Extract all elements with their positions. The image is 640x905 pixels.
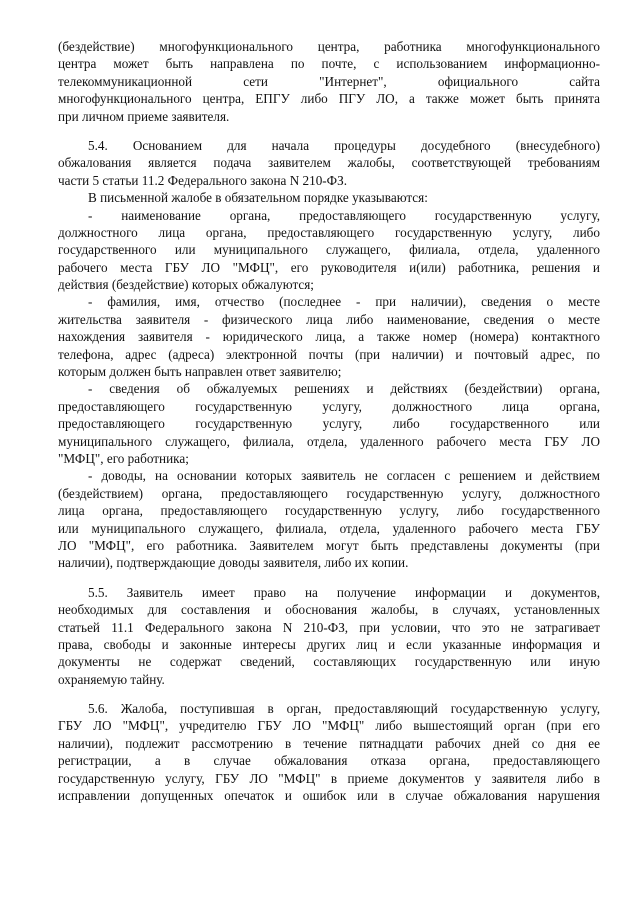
text-line: муниципального служащего, филиала, отдела, удаленного рабочего места ГБУ ЛО [58,433,600,449]
text-line: наличии), подлежит рассмотрению в течение пятнадцати рабочих дней со дня ее [58,735,600,751]
text-line: государственного или муниципального служащего, филиала, отдела, удаленного [58,242,600,258]
text-line: (бездействие) многофункционального центра, работника многофункционального [58,39,600,54]
text-line: при личном приеме заявителя. [58,108,230,124]
text-block [58,584,600,688]
text-line: лица органа, предоставляющего государственную услугу, либо государственного [58,503,600,519]
text-line: охраняемую тайну. [58,671,165,687]
text-line: действия (бездействие) которых обжалуются; [58,277,314,293]
text-line: части 5 статьи 11.2 Федерального закона N 210-ФЗ. [58,172,348,188]
text-line: "МФЦ", его работника; [58,450,189,466]
text-line: должностного лица органа, предоставляющего государственную услугу, либо [58,224,600,240]
text-line: ГБУ ЛО "МФЦ", учредителю ГБУ ЛО "МФЦ" либо вышестоящий орган (при его [58,718,600,734]
text-line: В письменной жалобе в обязательном порядке указываются: [88,190,428,206]
text-line: исправлении допущенных опечаток и ошибок или в случае обжалования нарушения [58,788,600,804]
text-block [58,700,600,804]
text-line: предоставляющего государственную услугу, либо государственного или [58,416,600,432]
text-line: наличии), подтверждающие доводы заявителя, либо их копии. [58,555,409,571]
text-line: статьей 11.1 Федерального закона N 210-ФЗ, при условии, что это не затрагивает [58,619,600,635]
text-line: обжалования является подача заявителем жалобы, соответствующей требованиям [58,155,600,171]
text-block [58,137,600,572]
paragraph-gap [58,688,600,700]
text-line: телефона, адрес (адреса) электронной почты (при наличии) и почтовый адрес, по [58,346,600,362]
text-line: - сведения об обжалуемых решениях и действиях (бездействии) органа, [88,381,600,397]
text-line: нахождения заявителя - юридического лица, а также номер (номера) контактного [58,329,600,345]
text-line: многофункционального центра, ЕПГУ либо ПГУ ЛО, а также может быть принята [58,91,600,107]
paragraph-gap [58,125,600,137]
text-line: (бездействием) органа, предоставляющего государственную услугу, должностного [58,485,600,501]
text-line: ЛО "МФЦ", его работника. Заявителем могут быть представлены документы (при [58,537,600,553]
text-line: 5.6. Жалоба, поступившая в орган, предоставляющий государственную услугу, [88,701,600,717]
text-line: или муниципального служащего, филиала, отдела, удаленного рабочего места ГБУ [58,520,600,536]
text-block [58,38,600,125]
text-line: - доводы, на основании которых заявитель не согласен с решением и действием [88,468,600,484]
text-line: рабочего места ГБУ ЛО "МФЦ", его руководителя и(или) работника, решения и [58,259,600,275]
paragraph-gap [58,572,600,584]
text-line: жительства заявителя - физического лица либо наименование, сведения о месте [58,311,600,327]
text-line: - фамилия, имя, отчество (последнее - при наличии), сведения о месте [88,294,600,310]
text-line: права, свободы и законные интересы других лиц и если указанные информация и [58,636,600,652]
text-line: телекоммуникационной сети "Интернет", официального сайта [58,73,600,89]
text-line: центра может быть направлена по почте, с использованием информационно- [58,56,600,72]
text-line: документы не содержат сведений, составляющих государственную или иную [58,654,600,670]
text-line: 5.5. Заявитель имеет право на получение информации и документов, [88,584,600,600]
text-line: которым должен быть направлен ответ заявителю; [58,364,342,380]
text-line: - наименование органа, предоставляющего государственную услугу, [88,207,600,223]
text-line: регистрации, а в случае обжалования отказа органа, предоставляющего [58,753,600,769]
text-line: 5.4. Основанием для начала процедуры досудебного (внесудебного) [88,137,600,153]
text-line: государственную услугу, ГБУ ЛО "МФЦ" в приеме документов у заявителя либо в [58,770,600,786]
text-line: предоставляющего государственную услугу, должностного лица органа, [58,398,600,414]
text-line: необходимых для составления и обоснования жалобы, в случаях, установленных [58,602,600,618]
